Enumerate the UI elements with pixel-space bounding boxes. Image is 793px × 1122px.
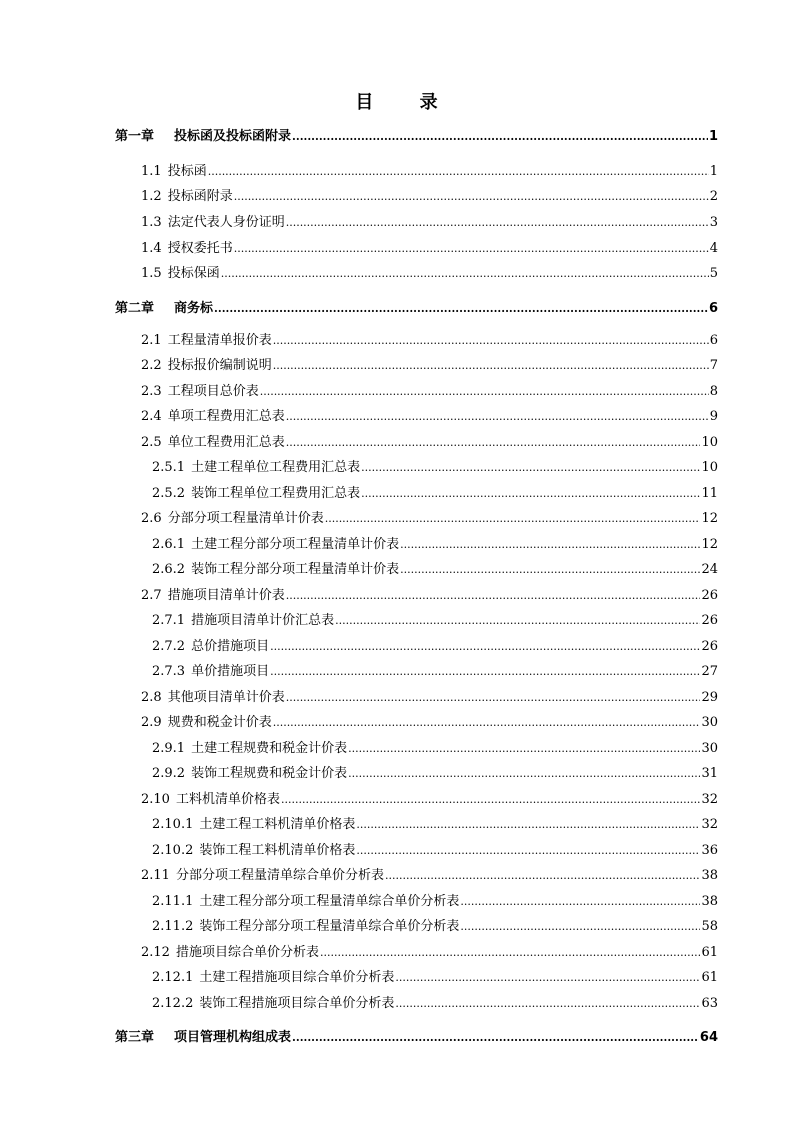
dot-leader [400,561,700,579]
toc-entry-label [141,240,233,258]
toc-entry-label [141,791,280,809]
toc-entry[interactable] [141,332,718,350]
dot-leader [273,714,701,732]
toc-entry[interactable] [141,163,718,181]
dot-leader [385,867,700,885]
toc-entry[interactable] [152,816,718,834]
toc-entry[interactable] [141,510,718,528]
toc-entry-number: 2.1 [141,333,162,348]
toc-entry-label [141,265,220,283]
toc-page-number: 5 [709,266,718,281]
toc-entry-number: 2.11 [141,868,170,883]
toc-entry-title: 投标报价编制说明 [167,358,272,373]
toc-entry-number: 2.9.2 [152,766,186,781]
toc-entry-label [141,510,324,528]
toc-entry-label [141,332,272,350]
toc-page-number: 4 [709,241,718,256]
toc-entry-number: 2.10.2 [152,843,194,858]
toc-entry-number: 2.5 [141,435,162,450]
toc-entry[interactable] [141,214,718,232]
dot-leader [361,485,700,503]
toc-entry-number: 2.9.1 [152,741,186,756]
dot-leader [234,240,709,258]
toc-entry-label [141,867,384,885]
toc-page-number: 12 [701,511,718,526]
toc-entry-number: 2.5.2 [152,486,186,501]
toc-entry-title: 装饰工程分部分项工程量清单综合单价分析表 [199,919,460,934]
toc-page-number: 36 [701,843,718,858]
toc-entry-number: 2.7.2 [152,639,186,654]
toc-entry-number: 2.4 [141,409,162,424]
toc-entry-title: 装饰工程措施项目综合单价分析表 [199,996,395,1011]
toc-entry[interactable] [152,842,718,860]
toc-entry[interactable] [152,663,718,681]
toc-entry-label [152,893,459,911]
toc-entry-title: 单价措施项目 [191,664,270,679]
toc-page-number: 8 [709,384,718,399]
toc-entry[interactable] [152,969,718,987]
toc-entry-number: 2.11.1 [152,894,194,909]
toc-entry-label [141,434,285,452]
toc-chapter-entry[interactable] [115,128,718,146]
toc-entry-number: 2.12.1 [152,970,194,985]
toc-entry-title: 投标保函 [167,266,220,281]
dot-leader [395,995,700,1013]
dot-leader [361,459,700,477]
toc-entry-title: 工料机清单价格表 [175,792,280,807]
toc-page-number: 31 [701,766,718,781]
toc-entry-number: 2.5.1 [152,460,186,475]
dot-leader [460,918,700,936]
toc-entry-label [152,816,355,834]
toc-page-number: 2 [709,189,718,204]
dot-leader [356,842,700,860]
toc-entry[interactable] [152,561,718,579]
toc-entry-title: 总价措施项目 [191,639,270,654]
toc-page-number: 61 [701,970,718,985]
toc-entry[interactable] [141,944,718,962]
toc-entry-title: 措施项目清单计价汇总表 [191,613,335,628]
toc-entry[interactable] [141,714,718,732]
toc-entry-title: 土建工程分部分项工程量清单综合单价分析表 [199,894,460,909]
toc-entry-number: 2.12 [141,945,170,960]
toc-entry-title: 装饰工程规费和税金计价表 [191,766,348,781]
toc-entry-label [152,995,394,1013]
toc-entry[interactable] [141,188,718,206]
toc-entry-number: 1.2 [141,189,162,204]
toc-page-number: 30 [701,715,718,730]
toc-entry-title: 单项工程费用汇总表 [167,409,285,424]
toc-page-number: 11 [701,486,718,501]
dot-leader [292,128,708,146]
toc-entry-title: 土建工程措施项目综合单价分析表 [199,970,395,985]
toc-entry-label [152,765,347,783]
toc-entry-title: 商务标 [174,301,214,316]
toc-entry-label [141,714,272,732]
toc-entry-title: 其他项目清单计价表 [167,690,285,705]
dot-leader [356,816,700,834]
toc-entry-label [141,944,319,962]
toc-entry-number: 1.4 [141,241,162,256]
toc-page-number: 9 [709,409,718,424]
toc-entry[interactable] [152,536,718,554]
toc-entry-title: 投标函附录 [167,189,233,204]
toc-chapter-entry[interactable] [115,300,718,318]
toc-page-number: 30 [701,741,718,756]
toc-entry[interactable] [152,638,718,656]
dot-leader [286,408,709,426]
toc-page-number: 63 [701,996,718,1011]
toc-entry[interactable] [152,485,718,503]
toc-entry[interactable] [152,612,718,630]
dot-leader [286,689,701,707]
toc-entry-number: 2.8 [141,690,162,705]
toc-entry-number: 1.1 [141,164,162,179]
dot-leader [292,1029,699,1047]
toc-entry-label [152,740,347,758]
toc-entry[interactable] [152,740,718,758]
toc-entry-number: 2.12.2 [152,996,194,1011]
toc-entry-number: 第三章 [115,1030,155,1045]
toc-entry[interactable] [141,689,718,707]
toc-entry-title: 分部分项工程量清单综合单价分析表 [175,868,384,883]
toc-entry-number: 2.7.1 [152,613,186,628]
toc-entry-title: 装饰工程单位工程费用汇总表 [191,486,361,501]
toc-entry-number: 第二章 [115,301,155,316]
toc-entry-number: 2.6 [141,511,162,526]
dot-leader [270,663,700,681]
toc-entry-label [141,188,233,206]
toc-entry-title: 项目管理机构组成表 [174,1030,292,1045]
toc-entry-number: 2.9 [141,715,162,730]
toc-page-number: 61 [701,945,718,960]
toc-entry-number: 2.6.2 [152,562,186,577]
toc-page-number: 38 [701,868,718,883]
toc-entry-title: 分部分项工程量清单计价表 [167,511,324,526]
dot-leader [260,383,709,401]
dot-leader [460,893,700,911]
toc-entry-label [141,383,259,401]
toc-page-number: 7 [709,358,718,373]
toc-entry-number: 第一章 [115,129,155,144]
toc-entry-label [141,163,207,181]
toc-entry[interactable] [152,459,718,477]
dot-leader [273,357,709,375]
dot-leader [320,944,700,962]
toc-entry-number: 2.10 [141,792,170,807]
toc-entry-label [115,300,213,318]
toc-page-number: 26 [701,613,718,628]
toc-entry-number: 2.2 [141,358,162,373]
toc-entry-title: 土建工程分部分项工程量清单计价表 [191,537,400,552]
dot-leader [208,163,709,181]
toc-entry-label [141,689,285,707]
dot-leader [221,265,709,283]
toc-entry-label [152,536,399,554]
dot-leader [286,434,701,452]
toc-page-number: 32 [701,817,718,832]
dot-leader [395,969,700,987]
toc-page-number: 6 [709,333,718,348]
toc-entry-number: 2.10.1 [152,817,194,832]
dot-leader [335,612,700,630]
toc-entry-label [152,561,399,579]
toc-entry-title: 投标函及投标函附录 [174,129,292,144]
dot-leader [273,332,709,350]
toc-entry-label [152,459,360,477]
toc-page-number: 10 [701,460,718,475]
toc-entry-title: 工程量清单报价表 [167,333,272,348]
toc-entry[interactable] [152,893,718,911]
toc-entry[interactable] [141,408,718,426]
toc-entry-title: 工程项目总价表 [167,384,259,399]
toc-entry-label [115,128,291,146]
toc-page-number: 32 [701,792,718,807]
toc-entry-title: 授权委托书 [167,241,233,256]
toc-entry[interactable] [141,357,718,375]
toc-entry-title: 土建工程工料机清单价格表 [199,817,356,832]
dot-leader [214,300,708,318]
toc-page-number: 12 [701,537,718,552]
toc-chapter-entry[interactable] [115,1029,718,1047]
toc-page-number: 64 [699,1030,718,1045]
toc-entry-label [141,587,285,605]
toc-entry-label [141,214,285,232]
toc-entry-label [152,612,334,630]
toc-entry[interactable] [141,265,718,283]
toc-entry[interactable] [152,918,718,936]
toc-entry-number: 2.6.1 [152,537,186,552]
toc-entry-number: 2.11.2 [152,919,194,934]
toc-entry-title: 土建工程规费和税金计价表 [191,741,348,756]
toc-page-number: 58 [701,919,718,934]
toc-entry-label [141,357,272,375]
dot-leader [234,188,709,206]
toc-entry-label [115,1029,291,1047]
toc-entry-label [152,663,269,681]
page-title: 目 录 [355,92,458,113]
toc-entry-title: 规费和税金计价表 [167,715,272,730]
toc-entry-number: 2.7 [141,588,162,603]
toc-page-number: 1 [709,164,718,179]
dot-leader [325,510,701,528]
toc-entry-number: 2.3 [141,384,162,399]
toc-entry[interactable] [141,587,718,605]
toc-entry-title: 装饰工程分部分项工程量清单计价表 [191,562,400,577]
toc-page-number: 26 [701,639,718,654]
toc-entry-label [141,408,285,426]
toc-entry-number: 1.3 [141,215,162,230]
toc-entry-label [152,842,355,860]
toc-entry-number: 1.5 [141,266,162,281]
toc-entry-label [152,485,360,503]
toc-entry-label [152,918,459,936]
dot-leader [348,765,700,783]
toc-page-number: 24 [701,562,718,577]
dot-leader [286,214,709,232]
toc-entry-title: 措施项目综合单价分析表 [175,945,319,960]
toc-entry[interactable] [152,995,718,1013]
toc-entry-title: 法定代表人身份证明 [167,215,285,230]
toc-entry-title: 装饰工程工料机清单价格表 [199,843,356,858]
toc-page-number: 29 [701,690,718,705]
toc-page-number: 1 [708,129,718,144]
toc-page-number: 10 [701,435,718,450]
toc-entry-label [152,969,394,987]
toc-entry[interactable] [152,765,718,783]
toc-entry-title: 单位工程费用汇总表 [167,435,285,450]
toc-entry-number: 2.7.3 [152,664,186,679]
toc-page-number: 3 [709,215,718,230]
toc-page-number: 6 [708,301,718,316]
dot-leader [286,587,701,605]
toc-entry[interactable] [141,383,718,401]
toc-entry[interactable] [141,434,718,452]
dot-leader [281,791,700,809]
dot-leader [348,740,700,758]
toc-entry[interactable] [141,240,718,258]
toc-page-number: 26 [701,588,718,603]
toc-page-number: 38 [701,894,718,909]
toc-entry-title: 投标函 [167,164,207,179]
toc-entry[interactable] [141,791,718,809]
dot-leader [270,638,700,656]
toc-entry-title: 土建工程单位工程费用汇总表 [191,460,361,475]
toc-entry-label [152,638,269,656]
toc-entry[interactable] [141,867,718,885]
toc-entry-title: 措施项目清单计价表 [167,588,285,603]
dot-leader [400,536,700,554]
toc-page-number: 27 [701,664,718,679]
